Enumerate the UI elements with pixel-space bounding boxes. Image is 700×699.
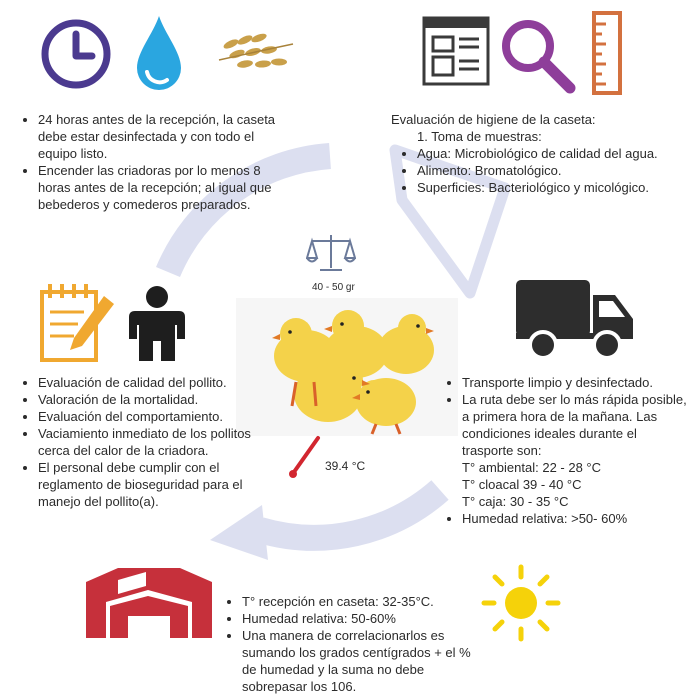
water-drop-icon [135, 14, 183, 92]
clock-icon [38, 18, 118, 90]
notepad-pencil-icon [38, 280, 120, 364]
cycle-arc-bottom [260, 490, 440, 538]
transport-route-text: La ruta debe ser lo más rápida posible, a primera hora de la mañana. Las condiciones ideales durante el trasporte son: [462, 392, 687, 458]
cycle-arrowhead-left [210, 505, 268, 560]
hygiene-subtitle: 1. Toma de muestras: [417, 129, 542, 144]
reception-list [224, 593, 476, 695]
sun-icon [480, 563, 562, 643]
preparation-list [20, 111, 292, 213]
preparation-item: • 24 horas antes de la recepción, la caseta debe estar desinfectada y con todo el equipo listo. [38, 111, 292, 162]
hygiene-item: • Alimento: Bromatológico. [417, 162, 700, 179]
truck-icon [513, 277, 637, 363]
transport-list [444, 374, 688, 527]
thermometer-icon [286, 434, 324, 480]
hygiene-title: Evaluación de higiene de la caseta: [391, 112, 596, 127]
ruler-icon [590, 10, 626, 96]
evaluation-item: • El personal debe cumplir con el reglamento de bioseguridad para el manejo del pollito(a). [38, 459, 252, 510]
hygiene-section [391, 111, 700, 196]
reception-item: • Una manera de correlacionarlos es sumando los grados centígrados + el % de humedad y la suma no debe sobrepasar los 106. [242, 627, 476, 695]
transport-item: • Humedad relativa: >50- 60% [462, 510, 688, 527]
hygiene-item: • Superficies: Bacteriológico y micológico. [417, 179, 700, 196]
magnifier-icon [498, 16, 578, 96]
evaluation-item: • Vaciamiento inmediato de los pollitos cerca del calor de la criadora. [38, 425, 252, 459]
transport-cond-box: T° caja: 30 - 35 °C [462, 494, 569, 509]
person-icon [125, 285, 189, 361]
preparation-item: • Encender las criadoras por lo menos 8 horas antes de la recepción; al igual que bebederos y comederos preparados. [38, 162, 292, 213]
hygiene-item: • Agua: Microbiológico de calidad del agua. [417, 145, 700, 162]
transport-item [462, 391, 688, 510]
evaluation-list [20, 374, 252, 510]
evaluation-item: • Evaluación del comportamiento. [38, 408, 252, 425]
evaluation-item: • Evaluación de calidad del pollito. [38, 374, 252, 391]
reception-item: • Humedad relativa: 50-60% [242, 610, 476, 627]
reception-item: • T° recepción en caseta: 32-35°C. [242, 593, 476, 610]
grain-icon [215, 30, 297, 76]
barn-icon [84, 566, 214, 640]
document-icon [421, 15, 491, 87]
chicks-photo [236, 298, 458, 436]
transport-item: • Transporte limpio y desinfectado. [462, 374, 688, 391]
evaluation-item: • Valoración de la mortalidad. [38, 391, 252, 408]
temperature-label: 39.4 °C [325, 459, 366, 473]
weight-label: 40 - 50 gr [312, 282, 355, 293]
scale-icon [306, 232, 356, 274]
transport-cond-ambient: T° ambiental: 22 - 28 °C [462, 460, 602, 475]
transport-cond-cloacal: T° cloacal 39 - 40 °C [462, 477, 582, 492]
